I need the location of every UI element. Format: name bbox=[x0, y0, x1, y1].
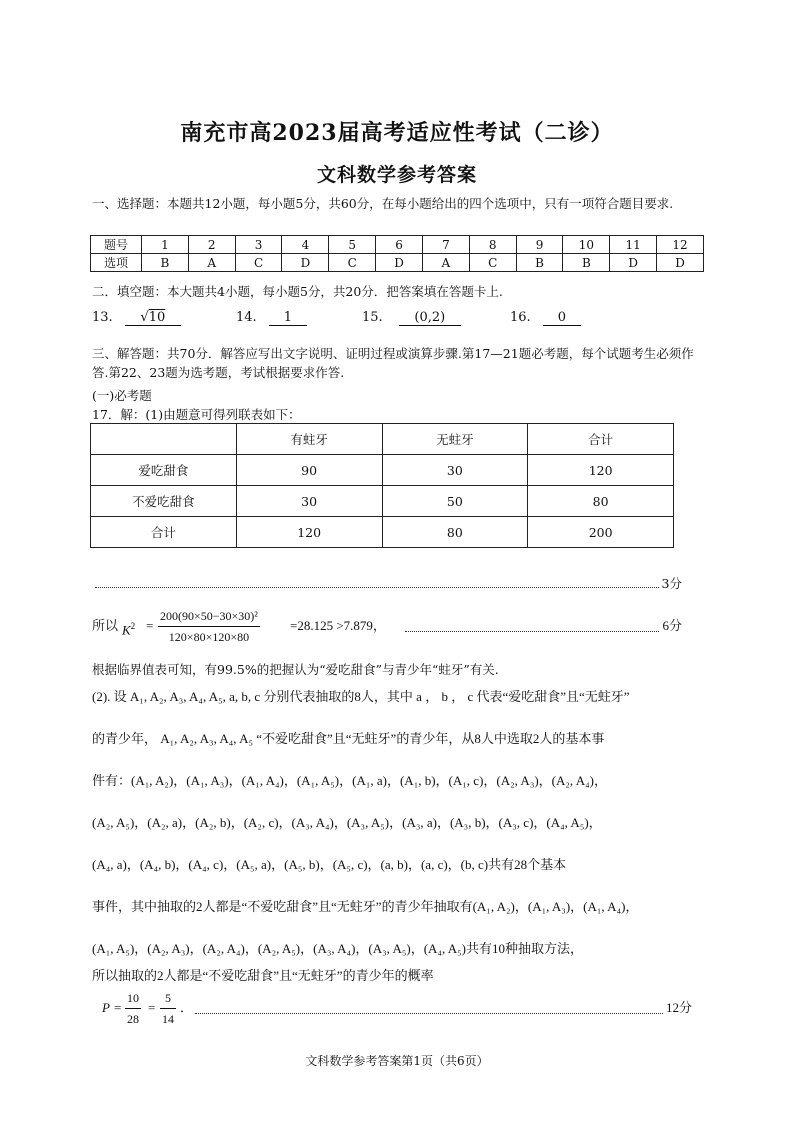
equals-sign: = bbox=[114, 1000, 122, 1015]
fill-answer-13 bbox=[92, 310, 181, 326]
k2-fraction bbox=[158, 606, 260, 647]
section1-intro: 一、选择题：本题共12小题，每小题5分，共60分，在每小题给出的四个选项中，只有一项符合题目要求. bbox=[92, 196, 674, 211]
part2-line: 事件，其中抽取的2人都是“不爱吃甜食”且“无蛀牙”的青少年抽取有(A₁, A₂)，(A₁, A₃)，(A₁, A₄)， bbox=[92, 899, 639, 914]
table-row bbox=[91, 486, 674, 517]
fraction-5-14 bbox=[160, 988, 176, 1029]
question-number: 9 bbox=[516, 236, 563, 254]
k2-result: =28.125 >7.879， bbox=[290, 618, 386, 633]
section3-intro: 三、解答题：共70分．解答应写出文字说明、证明过程或演算步骤.第17—21题必考题，每个试题考生必须作答.第22、23题为选考题，考试根据要求作答. bbox=[92, 346, 694, 380]
question-number: 13. bbox=[92, 310, 113, 325]
question-number: 11 bbox=[610, 236, 657, 254]
numerator: 5 bbox=[160, 988, 176, 1009]
table-cell: 80 bbox=[528, 486, 674, 517]
question-number: 5 bbox=[329, 236, 376, 254]
answer-value: 10 bbox=[148, 310, 166, 325]
period: ． bbox=[180, 1000, 194, 1015]
table-cell: 120 bbox=[528, 455, 674, 486]
question-number: 3 bbox=[235, 236, 282, 254]
choice-answer: B bbox=[142, 254, 189, 272]
question-number: 2 bbox=[188, 236, 235, 254]
dotted-leader bbox=[95, 587, 659, 588]
part2-line: (2). 设 A₁, A₂, A₃, A₄, A₅, a, b, c 分别代表抽取的8人，其中 a ， b ， c 代表“爱吃甜食”且“无蛀牙” bbox=[92, 689, 630, 704]
choice-answer: D bbox=[610, 254, 657, 272]
section2-intro: 二．填空题：本大题共4小题，每小题5分，共20分．把答案填在答题卡上. bbox=[92, 284, 503, 299]
answer-value: 0 bbox=[543, 310, 581, 326]
table-row bbox=[91, 424, 674, 455]
table-header-cell: 有蛀牙 bbox=[236, 424, 382, 455]
score-line-6 bbox=[402, 616, 682, 636]
table-header-cell: 合计 bbox=[528, 424, 674, 455]
choice-answer-table bbox=[90, 235, 704, 272]
table-row bbox=[91, 517, 674, 548]
row-label-number: 题号 bbox=[91, 236, 142, 254]
question-number: 10 bbox=[563, 236, 610, 254]
table-cell: 80 bbox=[382, 517, 528, 548]
page-footer: 文科数学参考答案第1页（共6页） bbox=[305, 1054, 489, 1068]
formula-prefix: 所以 bbox=[92, 618, 119, 633]
answer-value: 1 bbox=[269, 310, 307, 326]
part2-line: (A₄, a)，(A₄, b)，(A₄, c)，(A₅, a)，(A₅, b)，(A₅, c)，(a, b)，(a, c)，(b, c)共有28个基本 bbox=[92, 857, 567, 872]
score-line-3 bbox=[92, 574, 682, 592]
question-number: 15. bbox=[362, 310, 383, 325]
page-title: 南充市高2023届高考适应性考试（二诊） bbox=[180, 120, 614, 146]
choice-answer: D bbox=[657, 254, 704, 272]
table-header-cell bbox=[91, 424, 237, 455]
k2-symbol bbox=[122, 616, 135, 640]
dotted-leader bbox=[405, 631, 659, 632]
table-cell: 120 bbox=[236, 517, 382, 548]
table-cell: 90 bbox=[236, 455, 382, 486]
part2-line: 所以抽取的2人都是“不爱吃甜食”且“无蛀牙”的青少年的概率 bbox=[92, 968, 434, 983]
denominator: 14 bbox=[162, 1012, 174, 1026]
table-cell: 不爱吃甜食 bbox=[91, 486, 237, 517]
k2-denominator: 120×80×120×80 bbox=[168, 630, 250, 644]
answer-blank bbox=[125, 310, 181, 326]
contingency-table bbox=[90, 423, 674, 548]
row-label-answer: 选项 bbox=[91, 254, 142, 272]
k2-superscript: 2 bbox=[130, 621, 136, 631]
p-symbol: P bbox=[102, 1000, 110, 1015]
question-number: 6 bbox=[376, 236, 423, 254]
question-number: 16. bbox=[510, 310, 531, 325]
question-number: 12 bbox=[657, 236, 704, 254]
score-label: 6分 bbox=[662, 618, 682, 633]
table-cell: 爱吃甜食 bbox=[91, 455, 237, 486]
k2-formula-line bbox=[92, 606, 704, 648]
question-number: 7 bbox=[422, 236, 469, 254]
table-header-cell: 无蛀牙 bbox=[382, 424, 528, 455]
choice-answer: D bbox=[282, 254, 329, 272]
table-cell: 30 bbox=[382, 455, 528, 486]
part2-line: 的青少年， A₁, A₂, A₃, A₄, A₅ “不爱吃甜食”且“无蛀牙”的青少年，从8人中选取2人的基本事 bbox=[92, 731, 605, 746]
part2-line: (A₁, A₅)，(A₂, A₃)，(A₂, A₄)，(A₂, A₅)，(A₃, A₄)，(A₃, A₅)，(A₄, A₅)共有10种抽取方法， bbox=[92, 941, 583, 956]
table-cell: 200 bbox=[528, 517, 674, 548]
score-label: 12分 bbox=[665, 1000, 692, 1015]
table-row bbox=[91, 455, 674, 486]
fraction-10-28 bbox=[125, 988, 141, 1029]
choice-answer: A bbox=[188, 254, 235, 272]
sqrt-sign: √ bbox=[140, 310, 149, 325]
choice-answer: B bbox=[516, 254, 563, 272]
table-row bbox=[91, 236, 704, 254]
equals-sign: = bbox=[148, 1000, 156, 1015]
question-number: 14. bbox=[236, 310, 257, 325]
choice-answer: B bbox=[563, 254, 610, 272]
fill-answer-15 bbox=[362, 310, 461, 326]
answer-value: (0,2) bbox=[399, 310, 461, 326]
fill-answer-16 bbox=[510, 310, 581, 326]
choice-answer: C bbox=[235, 254, 282, 272]
part2-line: 件有：(A₁, A₂)，(A₁, A₃)，(A₁, A₄)，(A₁, A₅)，(A₁, a)，(A₁, b)，(A₁, c)，(A₂, A₃)，(A₂, A₄)， bbox=[92, 773, 607, 788]
table-cell: 合计 bbox=[91, 517, 237, 548]
table-cell: 30 bbox=[236, 486, 382, 517]
choice-answer: C bbox=[469, 254, 516, 272]
numerator: 10 bbox=[125, 988, 141, 1009]
equals-sign: = bbox=[146, 618, 154, 633]
denominator: 28 bbox=[127, 1012, 139, 1026]
probability-line bbox=[92, 986, 704, 1028]
question-number: 8 bbox=[469, 236, 516, 254]
page-subtitle: 文科数学参考答案 bbox=[316, 164, 477, 186]
score-label: 3分 bbox=[661, 576, 682, 591]
question-number: 4 bbox=[282, 236, 329, 254]
choice-answer: C bbox=[329, 254, 376, 272]
part2-line: (A₂, A₅)，(A₂, a)，(A₂, b)，(A₂, c)，(A₃, A₄)，(A₃, A₅)，(A₃, a)，(A₃, b)，(A₃, c)，(A₄, A₅)， bbox=[92, 815, 602, 830]
choice-answer: A bbox=[422, 254, 469, 272]
table-row bbox=[91, 254, 704, 272]
q17-heading: 17．解：(1)由题意可得列联表如下： bbox=[92, 407, 301, 422]
k2-numerator: 200(90×50−30×30)² bbox=[158, 606, 260, 627]
question-number: 1 bbox=[142, 236, 189, 254]
score-line-12 bbox=[192, 998, 692, 1018]
table-cell: 50 bbox=[382, 486, 528, 517]
fill-answer-14 bbox=[236, 310, 307, 326]
choice-answer: D bbox=[376, 254, 423, 272]
conclusion-text: 根据临界值表可知，有99.5%的把握认为“爱吃甜食”与青少年“蛀牙”有关. bbox=[92, 662, 499, 677]
required-heading: (一)必考题 bbox=[92, 388, 152, 403]
k2-letter: K bbox=[122, 622, 131, 638]
dotted-leader bbox=[195, 1013, 663, 1014]
